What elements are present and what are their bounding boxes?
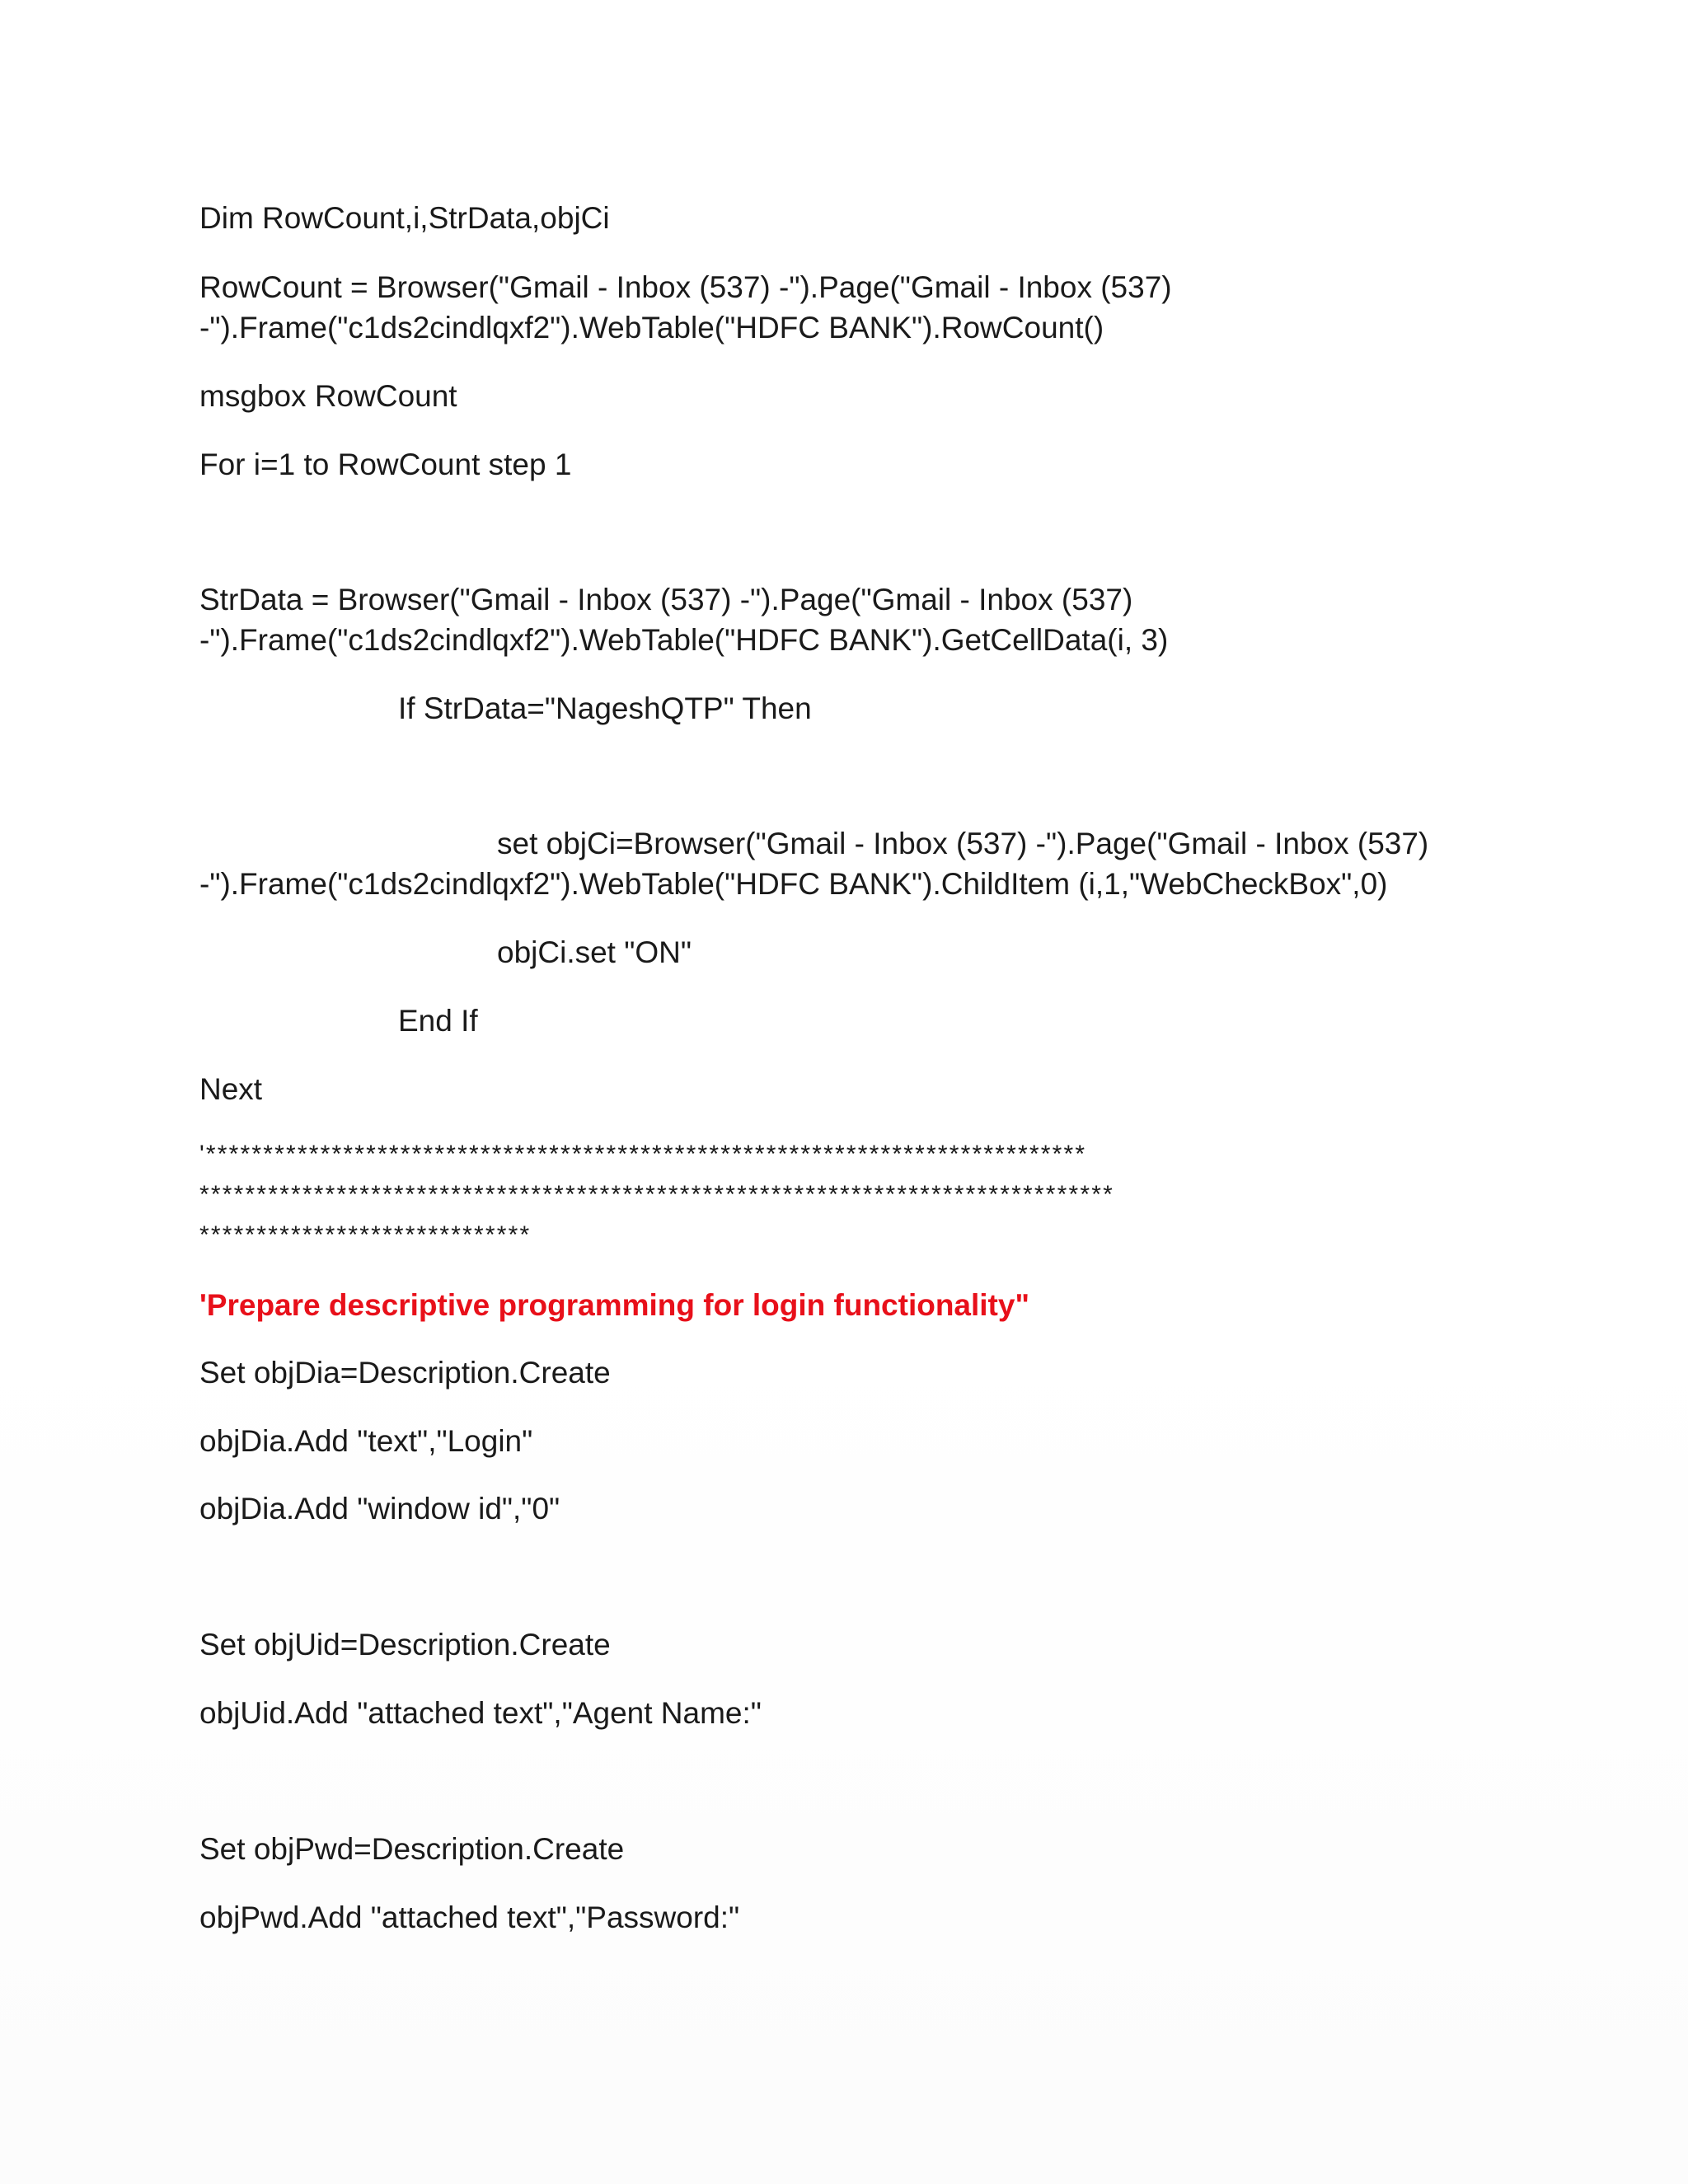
- code-line-set-objpwd: Set objPwd=Description.Create: [199, 1832, 625, 1866]
- separator-line-3: *****************************: [199, 1221, 532, 1249]
- code-line-rowcount-2: -").Frame("c1ds2cindlqxf2").WebTable("HDFC BANK").RowCount(): [199, 311, 1104, 344]
- section-heading: 'Prepare descriptive programming for login functionality": [199, 1288, 1030, 1322]
- code-line-objdia-window: objDia.Add "window id","0": [199, 1492, 560, 1526]
- code-line-objdia-text: objDia.Add "text","Login": [199, 1424, 533, 1458]
- code-line-msgbox: msgbox RowCount: [199, 379, 457, 413]
- code-line-set-objci-1: set objCi=Browser("Gmail - Inbox (537) -").Page("Gmail - Inbox (537): [497, 827, 1429, 860]
- code-line-objci-set: objCi.set "ON": [497, 935, 692, 969]
- code-line-strdata-2: -").Frame("c1ds2cindlqxf2").WebTable("HDFC BANK").GetCellData(i, 3): [199, 623, 1169, 657]
- code-line-for: For i=1 to RowCount step 1: [199, 448, 572, 481]
- code-line-set-objdia: Set objDia=Description.Create: [199, 1356, 611, 1390]
- code-line-objpwd-add: objPwd.Add "attached text","Password:": [199, 1900, 740, 1934]
- code-line-end-if: End If: [398, 1004, 478, 1038]
- code-line-strdata-1: StrData = Browser("Gmail - Inbox (537) -").Page("Gmail - Inbox (537): [199, 583, 1133, 616]
- code-line-rowcount-1: RowCount = Browser("Gmail - Inbox (537) -").Page("Gmail - Inbox (537): [199, 270, 1172, 304]
- code-line-next: Next: [199, 1072, 263, 1106]
- code-line-if: If StrData="NageshQTP" Then: [398, 691, 812, 725]
- code-line-set-objci-2: -").Frame("c1ds2cindlqxf2").WebTable("HDFC BANK").ChildItem (i,1,"WebCheckBox",0): [199, 867, 1388, 901]
- code-line-set-objuid: Set objUid=Description.Create: [199, 1628, 611, 1661]
- separator-line-1: '*****************************************************************************: [199, 1141, 1087, 1168]
- code-line-dim: Dim RowCount,i,StrData,objCi: [199, 201, 610, 235]
- code-line-objuid-add: objUid.Add "attached text","Agent Name:": [199, 1696, 762, 1730]
- separator-line-2: ********************************************************************************: [199, 1181, 1114, 1208]
